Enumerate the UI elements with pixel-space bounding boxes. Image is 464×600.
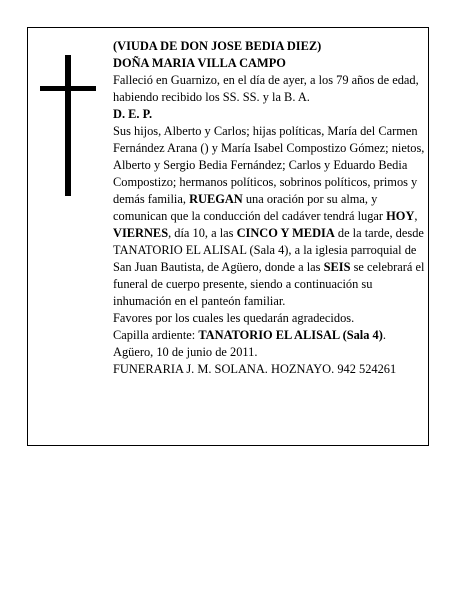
cinco-y-media-text: CINCO Y MEDIA bbox=[236, 226, 335, 240]
chapel-label: Capilla ardiente: bbox=[113, 328, 199, 342]
funeral-home-line: FUNERARIA J. M. SOLANA. HOZNAYO. 942 524261 bbox=[113, 362, 397, 376]
place-date-line: Agüero, 10 de junio de 2011. bbox=[113, 345, 258, 359]
cross-horizontal-bar bbox=[40, 86, 96, 91]
widow-line: (VIUDA DE DON JOSE BEDIA DIEZ) bbox=[113, 39, 322, 53]
chapel-line bbox=[113, 327, 425, 344]
hoy-text: HOY bbox=[386, 209, 415, 223]
family-text: Sus hijos, Alberto y Carlos; hijas políticas, María del Carmen Fernández Arana () y María Isabel Compostizo Gómez; nietos, Alberto y Sergio Bedia Fernández; Carlos y Eduardo Bedia Compostizo; hermanos políticos, sobrinos políticos, primos y demás familia, bbox=[113, 124, 425, 206]
ruegan-text: RUEGAN bbox=[189, 192, 243, 206]
seis-text: SEIS bbox=[323, 260, 351, 274]
chapel-end: . bbox=[382, 328, 386, 342]
family-paragraph bbox=[113, 123, 425, 310]
dep-line: D. E. P. bbox=[113, 107, 153, 121]
request-text-3: de la tarde, desde TANATORIO EL ALISAL (Sala 4), a la iglesia parroquial de San Juan Bautista, de Agüero, donde a las bbox=[113, 226, 424, 274]
thanks-line: Favores por los cuales les quedarán agradecidos. bbox=[113, 311, 355, 325]
request-text-1: una oración por su alma, y comunican que la conducción del cadáver tendrá lugar bbox=[113, 192, 387, 223]
cross-vertical-bar bbox=[65, 55, 71, 196]
viernes-text: VIERNES bbox=[113, 226, 169, 240]
deceased-name: DOÑA MARIA VILLA CAMPO bbox=[113, 56, 286, 70]
request-text-4: se celebrará el funeral de cuerpo presente, siendo a continuación su inhumación en el panteón familiar. bbox=[113, 260, 425, 308]
sacraments-line: habiendo recibido los SS. SS. y la B. A. bbox=[113, 90, 310, 104]
comma-text: , bbox=[414, 209, 418, 223]
death-line: Falleció en Guarnizo, en el día de ayer, a los 79 años de edad, bbox=[113, 73, 419, 87]
chapel-value: TANATORIO EL ALISAL (Sala 4) bbox=[198, 328, 383, 342]
request-text-2: , día 10, a las bbox=[168, 226, 237, 240]
obituary-text bbox=[113, 38, 425, 378]
